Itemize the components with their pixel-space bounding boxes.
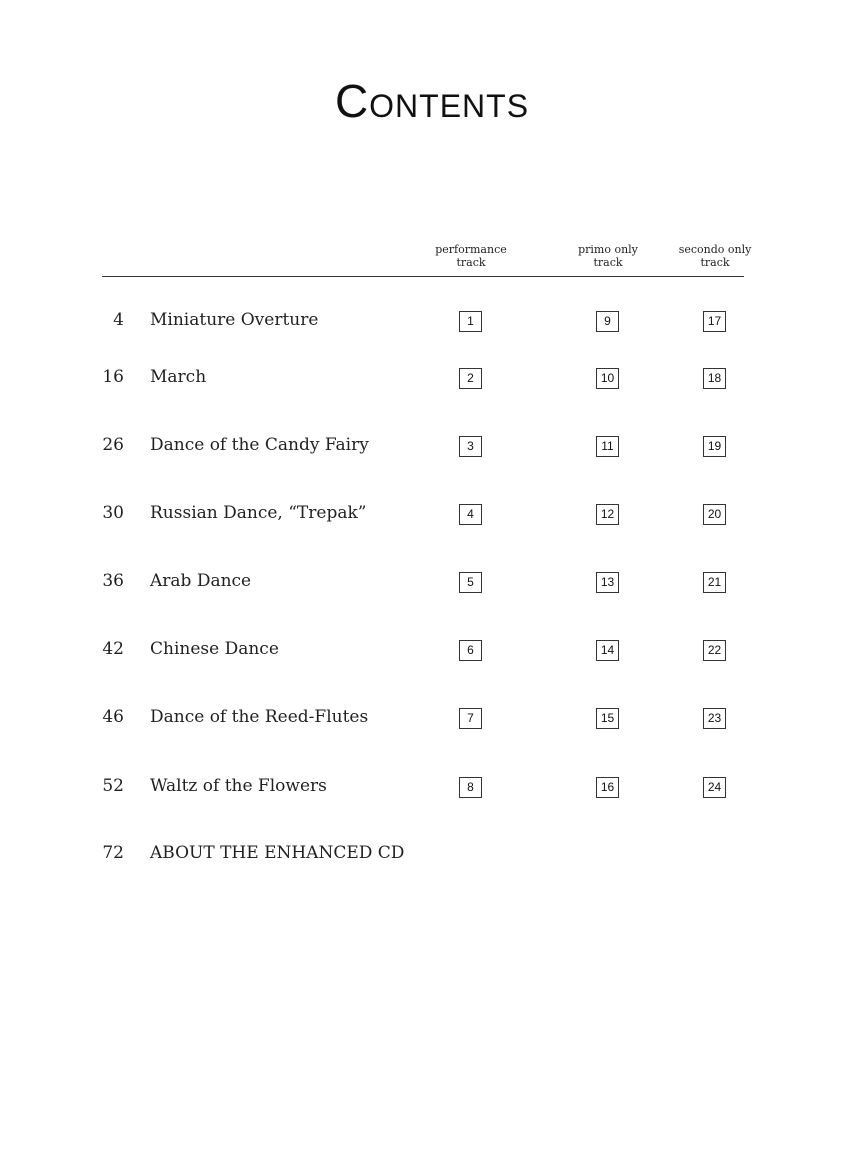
secondo-track-box: 23 [703,708,726,729]
secondo-track-box: 18 [703,368,726,389]
primo-track-box: 10 [596,368,619,389]
column-header-primo [548,243,668,269]
performance-track-box: 3 [459,436,482,457]
performance-track-box: 4 [459,504,482,525]
primo-track-box: 16 [596,777,619,798]
performance-track-box: 6 [459,640,482,661]
page-number: 30 [102,503,124,523]
contents-entry [0,309,864,339]
entry-title[interactable]: Miniature Overture [150,310,319,330]
page-number: 36 [102,571,124,591]
secondo-track-box: 21 [703,572,726,593]
primo-track-box: 12 [596,504,619,525]
primo-track-box: 14 [596,640,619,661]
performance-track-box: 2 [459,368,482,389]
entry-title[interactable]: ABOUT THE ENHANCED CD [150,843,405,863]
performance-track-box: 7 [459,708,482,729]
column-header-secondo-line2: track [700,256,730,269]
contents-entry [0,366,864,396]
primo-track-box: 13 [596,572,619,593]
contents-entry [0,842,864,872]
entry-title[interactable]: Chinese Dance [150,639,279,659]
contents-entry [0,502,864,532]
page-number: 46 [102,707,124,727]
entry-title[interactable]: Waltz of the Flowers [150,776,327,796]
entry-title[interactable]: Arab Dance [150,571,252,591]
entry-title[interactable]: Dance of the Reed-Flutes [150,707,369,727]
performance-track-box: 5 [459,572,482,593]
contents-entry [0,434,864,464]
entry-title[interactable]: Russian Dance, “Trepak” [150,503,367,523]
page-title: Contents [334,75,530,127]
secondo-track-box: 24 [703,777,726,798]
primo-track-box: 15 [596,708,619,729]
page-number: 42 [102,639,124,659]
performance-track-box: 1 [459,311,482,332]
column-header-primo-line1: primo only [578,243,638,256]
column-header-performance-line2: track [456,256,486,269]
secondo-track-box: 22 [703,640,726,661]
secondo-track-box: 20 [703,504,726,525]
page-number: 26 [102,435,124,455]
page-number: 52 [102,776,124,796]
contents-entry [0,570,864,600]
page-number: 4 [113,310,124,330]
entry-title[interactable]: March [150,367,207,387]
column-header-secondo [655,243,775,269]
column-header-performance-line1: performance [435,243,507,256]
primo-track-box: 9 [596,311,619,332]
secondo-track-box: 19 [703,436,726,457]
secondo-track-box: 17 [703,311,726,332]
contents-entry [0,638,864,668]
page-number: 72 [102,843,124,863]
column-header-secondo-line1: secondo only [678,243,752,256]
contents-entry [0,706,864,736]
contents-entry [0,775,864,805]
performance-track-box: 8 [459,777,482,798]
column-header-primo-line2: track [593,256,623,269]
page-number: 16 [102,367,124,387]
entry-title[interactable]: Dance of the Candy Fairy [150,435,369,455]
header-divider [102,276,744,277]
column-header-performance [411,243,531,269]
primo-track-box: 11 [596,436,619,457]
